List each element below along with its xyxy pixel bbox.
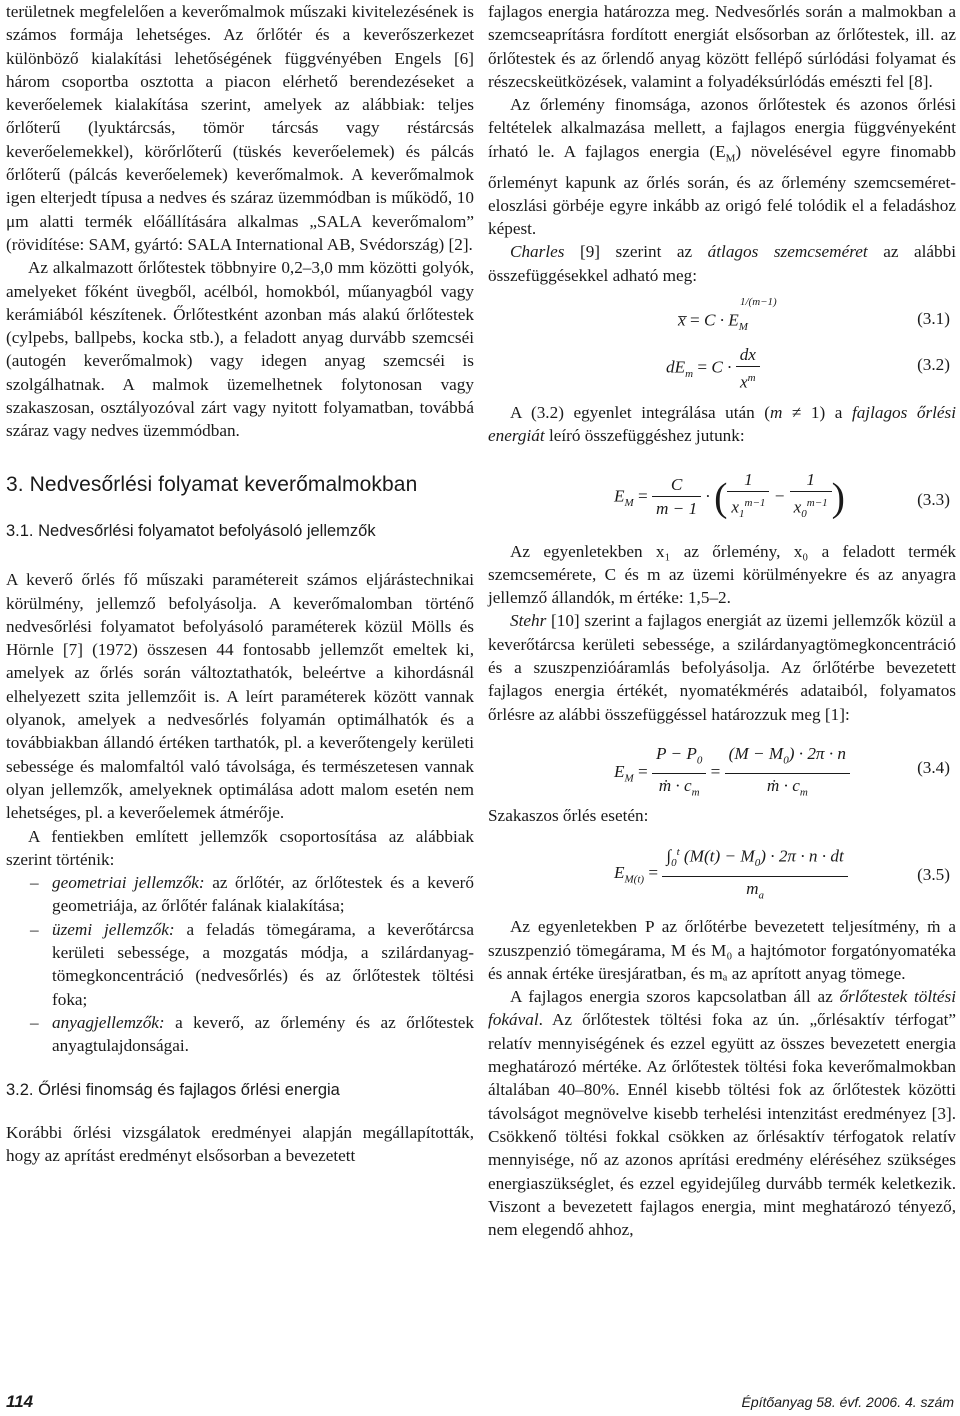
paragraph: Szakaszos őrlés esetén: xyxy=(488,805,649,825)
paragraph: Charles [9] szerint az átlagos szemcseméret az alábbi összefüggésekkel adható meg: xyxy=(488,242,956,285)
bullet-list xyxy=(6,871,474,1057)
paragraph: Az egyenletekben P az őrlőtérbe bevezetett teljesítmény, ṁ a szuszpenzió tömegárama, M és M₀ a hajtómotor forgatónyomatéka és annak értéke üresjáratban, és mₐ az aprított anyag tömege. xyxy=(488,917,956,983)
paragraph: fajlagos energia határozza meg. Nedvesőrlés során a malmokban a szemcseaprításra fordított energiát elsősorban az őrlőtestek, ill. az őrlőtestek és az őrlendő anyag között fellépő súrlódási folyamat és részecskeütközések, valamint a folyadéksúrlódás emészti fel [8]. xyxy=(488,2,956,91)
equation: $E_M$ = $\frac{C}{m - 1}$ · ( $\frac{1}{x_1^{m-1}}$ − $\frac{1}{x_0^{m-1}}$ ) (3.3) xyxy=(614,469,950,521)
paragraph: A fentiekben említett jellemzők csoportosítása az alábbiak szerint történik: xyxy=(6,826,474,869)
paragraph: Korábbi őrlési vizsgálatok eredményei alapján megállapították, hogy az aprítást eredményt elsősorban a bevezetett xyxy=(6,1122,474,1166)
equation: $E_{M(t)}$ = $\frac{\int_0^t (M(t) - M_0) \cdot 2\pi \cdot n \cdot dt}{m_a}$ (3.5) xyxy=(488,829,956,911)
paragraph: Az őrlemény finomsága, azonos őrlőtestek és azonos őrlési feltételek alkalmazása mellett, a fajlagos energia függvényeként írható le. A fajlagos energia $(E_M)$ növelésével egyre finomabb őrleményt kapunk az őrlés során, és az őrlemény szemcseméret-eloszlási görbéje egyre inkább az origó felé tolódik el a feladáshoz képest. xyxy=(488,95,956,239)
list-item: – üzemi jellemzők: a feladás tömegárama, a keverőtárcsa kerületi sebessége, a mozgatás módja, a szilárdanyag-tömegkoncentráció (nedvesőrlés) és az őrlőtestek töltési foka; xyxy=(6,918,474,1011)
list-item: – anyagjellemzők: a keverő, az őrlemény és az őrlőtestek anyagtulajdonságai. xyxy=(6,1011,474,1058)
paragraph: A fajlagos energia szoros kapcsolatban áll az őrlőtestek töltési fokával. Az őrlőtestek töltési foka az ún. „őrlésaktív térfogat” relatív mennyiségének és ezzel együtt az összes bevezetett energia meghatározó mértéke. Az őrlőtestek töltési foka keverőmalmokban általában 40–80%. Ennél kisebb töltési fok az őrlőtestek közötti távolságot megnövelve kisebb terhelési intenzitást eredményez [3]. Csökkenő töltési fokkal csökken az őrlésaktív térfogatok relatív mennyisége, nő az azonos aprítási eredmény eléréséhez szükséges energiaszükséglet, és ezzel egyidejűleg durvább termék keletkezik. Viszont a bevezetett fajlagos energia, mint meghatározó tényező, nem elegendő ahhoz, xyxy=(488,987,956,1240)
journal-footer: Építőanyag 58. évf. 2006. 4. szám xyxy=(741,1394,954,1410)
page-number: 114 xyxy=(6,1392,34,1411)
equation: $E_M$ = $\frac{P - P_0}{ṁ \cdot c_m}$ = $\frac{(M - M_0) \cdot 2\pi \cdot n}{ṁ \cdot c_m}$ (3.4) xyxy=(614,743,950,799)
paragraph: A (3.2) egyenlet integrálása után (m ≠ 1) a fajlagos őrlési energiát leíró összefüggéshez jutunk: xyxy=(488,403,957,446)
paragraph: Az egyenletekben x₁ az őrlemény, x₀ a feladott termék szemcsemérete, C és m az üzemi körülményekre és az anyagra jellemző állandók, m értéke: 1,5–2. xyxy=(488,541,956,608)
subsection-heading: 3.2. Őrlési finomság és fajlagos őrlési energia xyxy=(6,1081,340,1100)
list-item: – geometriai jellemzők: az őrlőtér, az őrlőtestek és a keverő geometriája, az őrlőtér falának kialakítása; xyxy=(6,871,474,918)
right-column xyxy=(488,0,956,1241)
paragraph: Stehr [10] szerint a fajlagos energiát az üzemi jellemzők közül a keverőtárcsa kerületi sebessége, a szilárdanyagtömegkoncentráció és a szuszpenzióáramlás befolyásolja. Az őrlőtérbe bevezetett fajlagos energia értékét, nyomatékmérés adataiból, folyamatos őrlésre az alábbi összefüggéssel határozzuk meg [1]: xyxy=(488,611,956,724)
paragraph: Az alkalmazott őrlőtestek többnyire 0,2–3,0 mm közötti golyók, amelyeket főként üvegből, acélból, homokból, műanyagból vagy kerámiából készítenek. Őrlőtestként azonban más alakú őrlőtestek (cylpebs, ballpebs, kocka stb.), a feladott anyag durvább szemcséi (autogén keverőmalmok) vagy idegen anyag szemcséi is szolgálhatnak. A malmok üzemelhetnek folytonosan vagy szakaszosan, osztályozóval zárt vagy nyitott folyamatban, továbbá száraz vagy nedves üzemmódban. xyxy=(6,258,474,441)
left-column xyxy=(6,0,474,1167)
subsection-heading: 3.1. Nedvesőrlési folyamatot befolyásoló jellemzők xyxy=(6,521,376,540)
equation: x̅ = $C \cdot E_M^{1/(m-1)}$ (3.1) xyxy=(678,296,950,334)
section-heading: 3. Nedvesőrlési folyamat keverőmalmokban xyxy=(6,472,418,496)
equation: $dE_m = C$ · $\frac{dx}{x^m}$ (3.2) xyxy=(666,345,950,393)
paragraph: A keverő őrlés fő műszaki paramétereit számos eljárástechnikai körülmény, jellemző befolyásolja. A keverőmalomban történő nedvesőrlési folyamatot befolyásoló paraméterek közül Mölls és Hörnle [7] (1972) összesen 44 fontosabb jellemzőt emeltek ki, amelyek az őrlés során változtathatók, beleértve a kihordásnál elhelyezett szita jellemzőit is. A leírt paraméterek között vannak olyanok, amelyek a nedvesőrlés folyamán optimálhatók és a továbbiakban állandó értéken tarthatók, pl. a keverőtengely kerületi sebessége és malomfaltól való távolsága, és természetesen vannak olyan jellemzők, amelyeknek optimálása adott malom esetén nem lehetséges, pl. a keverőelemek átmérője. xyxy=(6,570,474,823)
paragraph: területnek megfelelően a keverőmalmok műszaki kivitelezésének is számos formája lehetséges. Az őrlőtér és a keverőszerkezet különböző kialakítási lehetőségének függvényében Engels [6] három csoportba osztotta a piacon elérhető berendezéseket a keverőelemek kialakítása szerint, amelyek az alábbiak: teljes őrlőterű (lyuktárcsás, tömör tárcsás vagy réstárcsás keverőelemekkel), körőrlőterű (tüskés keverőelemek) és pálcás őrlőterű (pálcás keverőelemek) keverőmalmok. A keverőmalmok igen elterjedt típusa a nedves és száraz üzemmódban is működő, 10 μm alatti termék előállítására alkalmas „SALA keverőmalom” (rövidítése: SAM, gyártó: SALA International AB, Svédország) [2]. xyxy=(6,2,474,254)
